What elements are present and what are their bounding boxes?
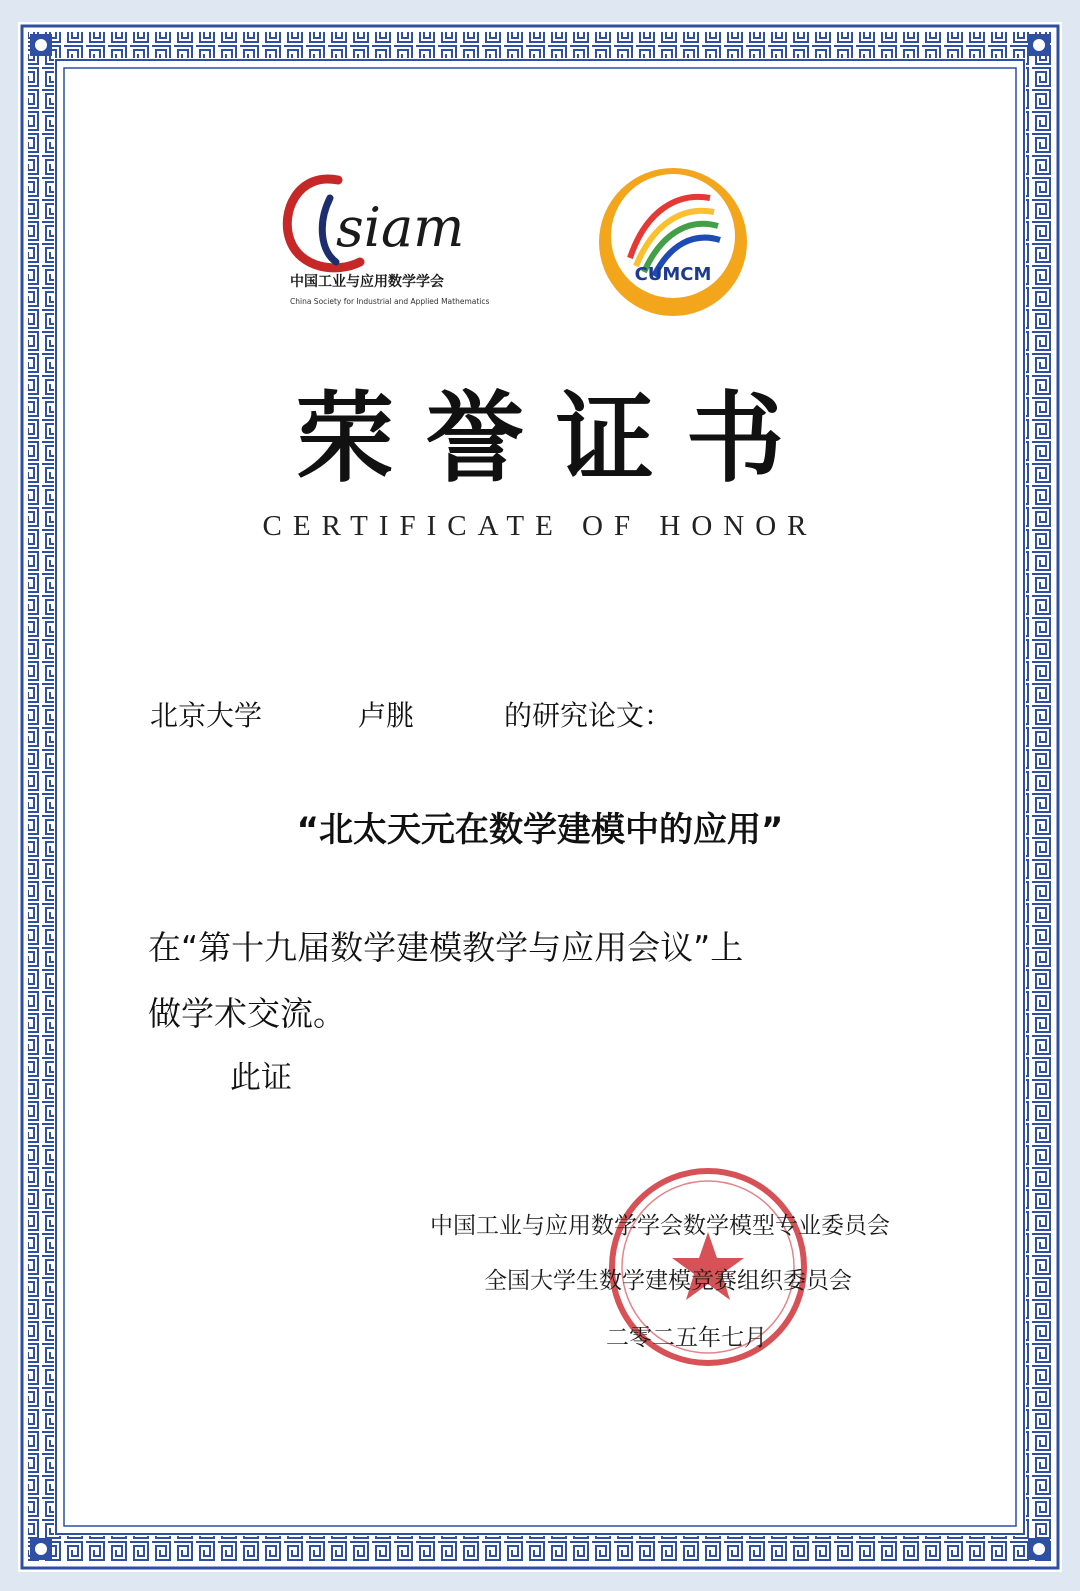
certificate-title: 荣誉证书 bbox=[295, 382, 816, 496]
siam-logo bbox=[287, 179, 489, 306]
svg-text:siam: siam bbox=[336, 196, 465, 259]
cumcm-text: CUMCM bbox=[634, 264, 712, 285]
siam-caption-cn: 中国工业与应用数学学会 bbox=[290, 274, 444, 290]
logos-layer bbox=[18, 22, 1062, 1572]
recipient-org: 北京大学 bbox=[150, 699, 263, 732]
siam-caption-en: China Society for Industrial and Applied Mathematics bbox=[290, 297, 490, 306]
recipient-suffix: 的研究论文： bbox=[504, 699, 673, 732]
event-line-2: 做学术交流。 bbox=[148, 994, 346, 1033]
certificate-frame bbox=[18, 22, 1062, 1572]
recipient-name: 卢朓 bbox=[358, 699, 415, 732]
issue-date: 二零二五年七月 bbox=[606, 1325, 767, 1351]
issuer-org-2: 全国大学生数学建模竞赛组织委员会 bbox=[484, 1268, 852, 1294]
event-line-1: 在“第十九届数学建模教学与应用会议”上 bbox=[148, 928, 744, 967]
cumcm-logo bbox=[599, 168, 747, 316]
paper-title: “北太天元在数学建模中的应用” bbox=[296, 810, 784, 850]
certificate-subtitle: CERTIFICATE OF HONOR bbox=[262, 510, 818, 542]
issuer-org-1: 中国工业与应用数学学会数学模型专业委员会 bbox=[430, 1213, 890, 1239]
attestation: 此证 bbox=[230, 1060, 292, 1096]
